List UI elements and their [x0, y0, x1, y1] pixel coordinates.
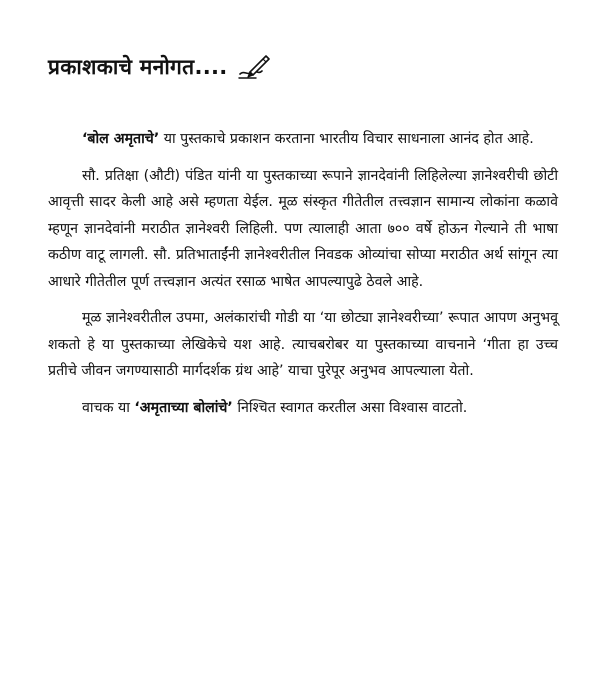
paragraph-1-text: या पुस्तकाचे प्रकाशन करताना भारतीय विचार साधनाला आनंद होत आहे.	[159, 131, 534, 147]
book-title-bold: ‘बोल अमृताचे’	[82, 131, 160, 147]
heading-row	[48, 52, 272, 82]
book-title-bold-2: ‘अमृताच्या बोलांचे’	[134, 399, 233, 416]
paragraph-4	[48, 395, 558, 422]
body-text	[48, 126, 558, 431]
paragraph-1	[48, 126, 558, 153]
page-title: प्रकाशकाचे मनोगत....	[48, 55, 228, 79]
paragraph-2: सौ. प्रतिक्षा (औटी) पंडित यांनी या पुस्तकाच्या रूपाने ज्ञानदेवांनी लिहिलेल्या ज्ञानेश्वरीची छोटी आवृत्ती सादर केली आहे असे म्हणता येईल. मूळ संस्कृत गीतेतील तत्त्वज्ञान सामान्य लोकांना कळावे म्हणून ज्ञानदेवांनी मराठीत ज्ञानेश्वरी लिहिली. पण त्यालाही आता ७०० वर्षे होऊन गेल्याने ती भाषा कठीण वाटू लागली. सौ. प्रतिभाताईंनी ज्ञानेश्वरीतील निवडक ओव्यांचा सोप्या मराठीत अर्थ सांगून त्या आधारे गीतेतील पूर्ण तत्त्वज्ञान अत्यंत रसाळ भाषेत आपल्यापुढे ठेवले आहे.	[48, 167, 558, 290]
paragraph-4-pre: वाचक या	[82, 399, 135, 416]
paragraph-4-post: निश्चित स्वागत करतील असा विश्वास वाटतो.	[232, 399, 468, 416]
pen-writing-icon	[236, 52, 272, 82]
paragraph-3: मूळ ज्ञानेश्वरीतील उपमा, अलंकारांची गोडी या ‘या छोट्या ज्ञानेश्वरीच्या’ रूपात आपण अनुभवू शकतो हे या पुस्तकाच्या लेखिकेचे यश आहे. त्याचबरोबर या पुस्तकाच्या वाचनाने ‘गीता हा उच्च प्रतीचे जीवन जगण्यासाठी मार्गदर्शक ग्रंथ आहे’ याचा पुरेपूर अनुभव आपल्याला येतो.	[48, 310, 558, 379]
